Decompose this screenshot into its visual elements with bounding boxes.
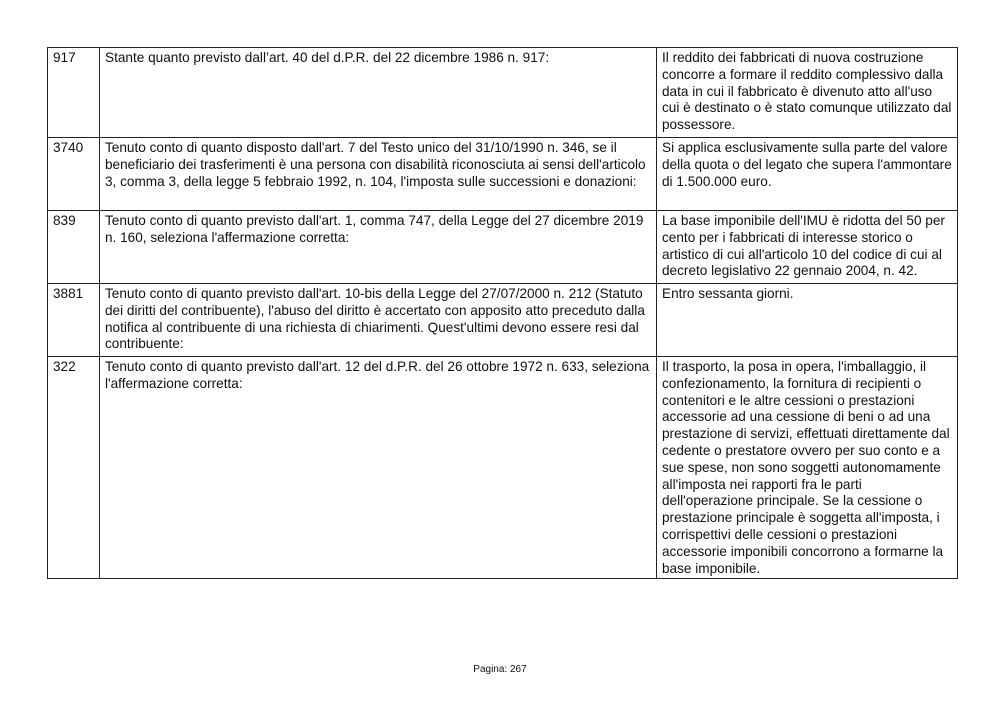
questions-table bbox=[47, 47, 958, 579]
answer-text-cell: Il reddito dei fabbricati di nuova costruzione concorre a formare il reddito complessivo dalla data in cui il fabbricato è divenuto atto all'uso cui è destinato o è stato comunque utilizzato dal possessore. bbox=[657, 48, 958, 138]
table-row bbox=[48, 48, 958, 138]
page-number: Pagina: 267 bbox=[473, 664, 527, 675]
table-row bbox=[48, 284, 958, 357]
question-id-cell: 839 bbox=[48, 211, 100, 284]
table-row bbox=[48, 138, 958, 211]
question-id-cell: 917 bbox=[48, 48, 100, 138]
table-row bbox=[48, 357, 958, 579]
answer-text-cell: Il trasporto, la posa in opera, l'imballaggio, il confezionamento, la fornitura di recipienti o contenitori e le altre cessioni o prestazioni accessorie ad una cessione di beni o ad una prestazione di servizi, effettuati direttamente dal cedente o prestatore ovvero per suo conto e a sue spese, non sono soggetti autonomamente all'imposta nei rapporti fra le parti dell'operazione principale. Se la cessione o prestazione principale è soggetta all'imposta, i corrispettivi delle cessioni o prestazioni accessorie imponibili concorrono a formarne la base imponibile. bbox=[657, 357, 958, 579]
question-id-cell: 322 bbox=[48, 357, 100, 579]
question-text-cell: Tenuto conto di quanto disposto dall'art. 7 del Testo unico del 31/10/1990 n. 346, se il beneficiario dei trasferimenti è una persona con disabilità riconosciuta ai sensi dell'articolo 3, comma 3, della legge 5 febbraio 1992, n. 104, l'imposta sulle successioni e donazioni: bbox=[100, 138, 657, 211]
question-text-cell: Tenuto conto di quanto previsto dall'art. 12 del d.P.R. del 26 ottobre 1972 n. 633, seleziona l'affermazione corretta: bbox=[100, 357, 657, 579]
question-id-cell: 3881 bbox=[48, 284, 100, 357]
answer-text-cell: Si applica esclusivamente sulla parte del valore della quota o del legato che supera l'ammontare di 1.500.000 euro. bbox=[657, 138, 958, 211]
table-row bbox=[48, 211, 958, 284]
question-id-cell: 3740 bbox=[48, 138, 100, 211]
answer-text-cell: La base imponibile dell'IMU è ridotta del 50 per cento per i fabbricati di interesse storico o artistico di cui all'articolo 10 del codice di cui al decreto legislativo 22 gennaio 2004, n. 42. bbox=[657, 211, 958, 284]
question-text-cell: Stante quanto previsto dall’art. 40 del d.P.R. del 22 dicembre 1986 n. 917: bbox=[100, 48, 657, 138]
question-text-cell: Tenuto conto di quanto previsto dall'art. 1, comma 747, della Legge del 27 dicembre 2019 n. 160, seleziona l'affermazione corretta: bbox=[100, 211, 657, 284]
answer-text-cell: Entro sessanta giorni. bbox=[657, 284, 958, 357]
question-text-cell: Tenuto conto di quanto previsto dall'art. 10-bis della Legge del 27/07/2000 n. 212 (Statuto dei diritti del contribuente), l'abuso del diritto è accertato con apposito atto preceduto dalla notifica al contribuente di una richiesta di chiarimenti. Quest'ultimi devono essere resi dal contribuente: bbox=[100, 284, 657, 357]
